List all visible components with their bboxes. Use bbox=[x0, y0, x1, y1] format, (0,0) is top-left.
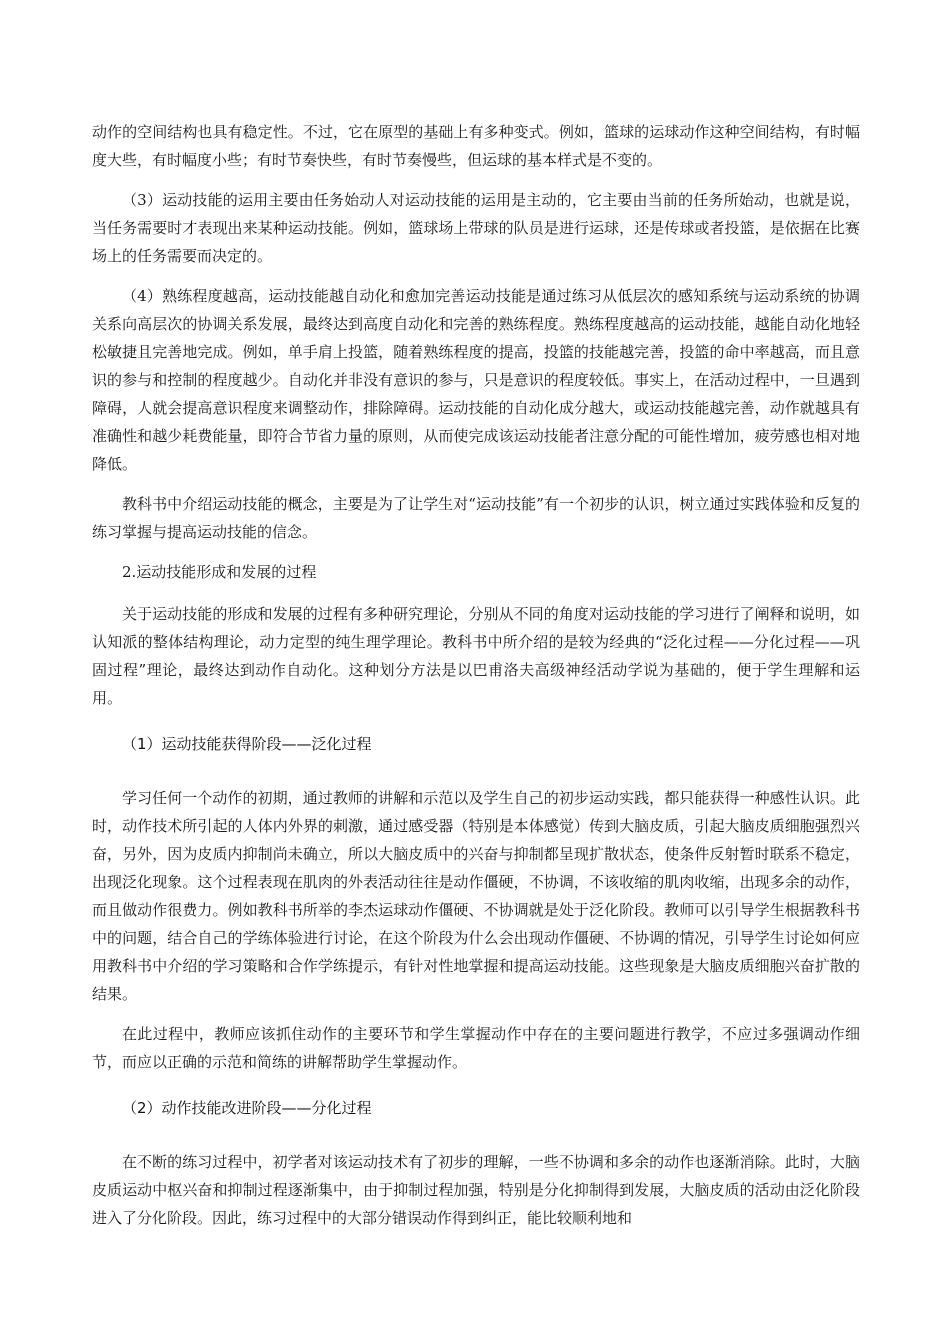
heading-differentiation-stage: （2）动作技能改进阶段——分化过程 bbox=[122, 1099, 372, 1117]
paragraph-spatial-structure: 动作的空间结构也具有稳定性。不过，它在原型的基础上有多种变式。例如，篮球的运球动作这种空间结构，有时幅度大些，有时幅度小些；有时节奏快些，有时节奏慢些，但运球的基本样式是不变的。 bbox=[92, 123, 860, 169]
section-title-formation-process: 2.运动技能形成和发展的过程 bbox=[122, 563, 317, 581]
paragraph-task-initiated: （3）运动技能的运用主要由任务始动人对运动技能的运用是主动的，它主要由当前的任务所始动，也就是说，当任务需要时才表现出来某种运动技能。例如，篮球场上带球的队员是进行运球，还是传球或者投篮，是依据在比赛场上的任务需要而决定的。 bbox=[92, 191, 860, 265]
heading-generalization-stage: （1）运动技能获得阶段——泛化过程 bbox=[122, 735, 372, 753]
paragraph-teaching-advice: 在此过程中，教师应该抓住动作的主要环节和学生掌握动作中存在的主要问题进行教学，不应过多强调动作细节，而应以正确的示范和简练的讲解帮助学生掌握动作。 bbox=[92, 1025, 860, 1071]
paragraph-differentiation-detail: 在不断的练习过程中，初学者对该运动技术有了初步的理解，一些不协调和多余的动作也逐渐消除。此时，大脑皮质运动中枢兴奋和抑制过程逐渐集中，由于抑制过程加强，特别是分化抑制得到发展，大脑皮质的活动由泛化阶段进入了分化阶段。因此，练习过程中的大部分错误动作得到纠正，能比较顺利地和 bbox=[92, 1153, 860, 1227]
paragraph-proficiency: （4）熟练程度越高，运动技能越自动化和愈加完善运动技能是通过练习从低层次的感知系统与运动系统的协调关系向高层次的协调关系发展，最终达到高度自动化和完善的熟练程度。熟练程度越高的运动技能，越能自动化地轻松敏捷且完善地完成。例如，单手肩上投篮，随着熟练程度的提高，投篮的技能越完善，投篮的命中率越高，而且意识的参与和控制的程度越少。自动化并非没有意识的参与，只是意识的程度较低。事实上，在活动过程中，一旦遇到障碍，人就会提高意识程度来调整动作，排除障碍。运动技能的自动化成分越大，或运动技能越完善，动作就越具有准确性和越少耗费能量，即符合节省力量的原则，从而使完成该运动技能者注意分配的可能性增加，疲劳感也相对地降低。 bbox=[92, 287, 860, 473]
paragraph-generalization-detail: 学习任何一个动作的初期，通过教师的讲解和示范以及学生自己的初步运动实践，都只能获得一种感性认识。此时，动作技术所引起的人体内外界的刺激，通过感受器（特别是本体感觉）传到大脑皮质，引起大脑皮质细胞强烈兴奋，另外，因为皮质内抑制尚未确立，所以大脑皮质中的兴奋与抑制都呈现扩散状态，使条件反射暂时联系不稳定，出现泛化现象。这个过程表现在肌肉的外表活动往往是动作僵硬，不协调，不该收缩的肌肉收缩，出现多余的动作，而且做动作很费力。例如教科书所举的李杰运球动作僵硬、不协调就是处于泛化阶段。教师可以引导学生根据教科书中的问题，结合自己的学练体验进行讨论，在这个阶段为什么会出现动作僵硬、不协调的情况，引导学生讨论如何应用教科书中介绍的学习策略和合作学练提示，有针对性地掌握和提高运动技能。这些现象是大脑皮质细胞兴奋扩散的结果。 bbox=[92, 789, 860, 1003]
paragraph-theories: 关于运动技能的形成和发展的过程有多种研究理论，分别从不同的角度对运动技能的学习进行了阐释和说明，如认知派的整体结构理论，动力定型的纯生理学理论。教科书中所介绍的是较为经典的“泛化过程——分化过程——巩固过程”理论，最终达到动作自动化。这种划分方法是以巴甫洛夫高级神经活动学说为基础的，便于学生理解和运用。 bbox=[92, 605, 860, 707]
paragraph-textbook-purpose: 教科书中介绍运动技能的概念，主要是为了让学生对“运动技能”有一个初步的认识，树立通过实践体验和反复的练习掌握与提高运动技能的信念。 bbox=[92, 495, 860, 541]
document-page bbox=[92, 118, 860, 1244]
